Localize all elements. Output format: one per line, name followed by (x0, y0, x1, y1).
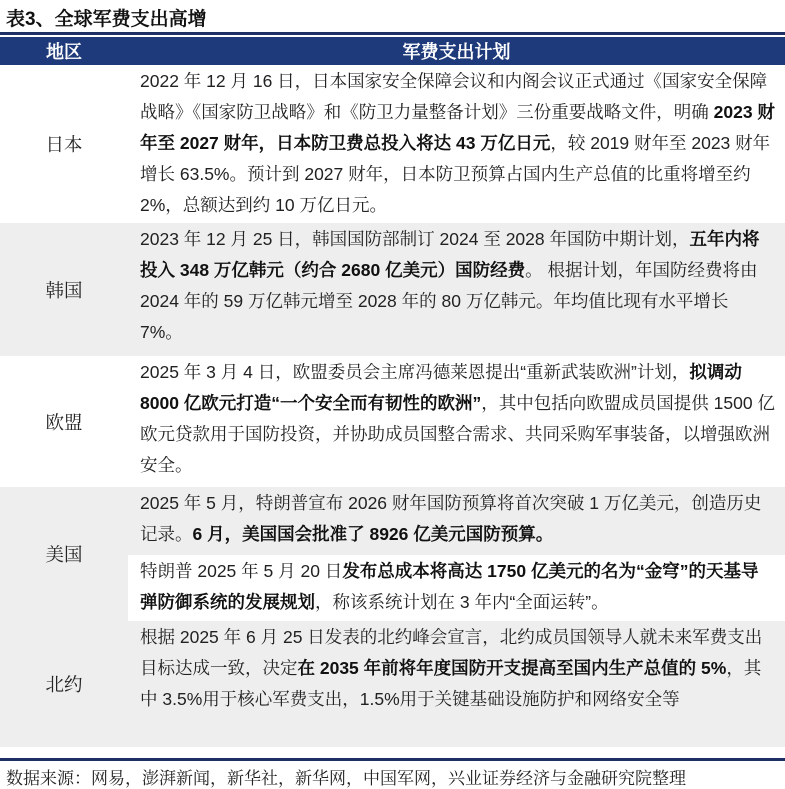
header-plan: 军费支出计划 (128, 37, 785, 65)
table-header-row (0, 37, 785, 65)
region-cell: 日本 (45, 134, 83, 155)
plan-highlight: 五年内将投入 348 万亿韩元（约合 2680 亿美元）国防经费 (140, 229, 760, 280)
plan-text: 根据 2025 年 6 月 25 日发表的北约峰会宣言，北约成员国领导人就未来军费支出目标达成一致，决定 (140, 627, 763, 678)
plan-highlight: 拟调动 8000 亿欧元打造“一个安全而有韧性的欧洲” (140, 362, 742, 413)
plan-text: 。 根据计划，年国防经费将由 2024 年的 59 万亿韩元增至 2028 年的 80 万亿韩元。年均值比现有水平增长 7%。 (140, 260, 758, 342)
table-row-nato (0, 621, 785, 747)
bottom-rule (0, 758, 785, 761)
table-row-japan (0, 65, 785, 223)
plan-highlight: 2023 财年至 2027 财年，日本防卫费总投入将达 43 万亿日元 (140, 102, 775, 153)
plan-text: ，称该系统计划在 3 年内“全面运转”。 (315, 592, 609, 612)
region-cell: 美国 (0, 487, 128, 621)
plan-text: 2023 年 12 月 25 日，韩国国防部制订 2024 至 2028 年国防中期计划， (140, 229, 690, 249)
table-row-usa (0, 487, 785, 555)
table-row-korea (0, 223, 785, 356)
plan-cell (128, 65, 785, 223)
plan-text: 2022 年 12 月 16 日，日本国家安全保障会议和内阁会议正式通过《国家安全保障战略》《国家防卫战略》和《防卫力量整备计划》三份重要战略文件，明确 (140, 71, 768, 122)
plan-highlight: 发布总成本将高达 1750 亿美元的名为“金穹”的天基导弹防御系统的发展规划 (140, 561, 759, 612)
plan-cell (128, 621, 785, 747)
region-cell: 北约 (0, 621, 128, 747)
plan-highlight: 6 月，美国国会批准了 8926 亿美元国防预算。 (192, 524, 554, 544)
plan-text: 2025 年 3 月 4 日，欧盟委员会主席冯德莱恩提出“重新武装欧洲”计划， (140, 362, 690, 382)
plan-text: ，较 2019 财年至 2023 财年增长 63.5%。预计到 2027 财年，日本防卫预算占国内生产总值的比重将增至约 2%，总额达到约 10 万亿日元。 (140, 133, 771, 215)
header-region: 地区 (0, 37, 128, 65)
plan-cell (128, 555, 785, 621)
top-rule (0, 32, 785, 35)
plan-cell (128, 487, 785, 555)
region-cell: 欧盟 (45, 411, 83, 433)
plan-highlight: 在 2035 年前将年度国防开支提高至国内生产总值的 5% (297, 658, 727, 678)
plan-cell (128, 223, 785, 356)
plan-text: 2025 年 5 月，特朗普宣布 2026 财年国防预算将首次突破 1 万亿美元，创造历史记录。 (140, 493, 762, 544)
region-cell: 韩国 (0, 223, 128, 356)
military-spending-table (0, 37, 785, 747)
plan-cell (128, 356, 785, 487)
table-row-eu (0, 356, 785, 487)
plan-text: 特朗普 2025 年 5 月 20 日 (140, 561, 343, 581)
plan-text: ，其中 3.5%用于核心军费支出，1.5%用于关键基础设施防护和网络安全等 (140, 658, 762, 709)
table-title: 表3、全球军费支出高增 (6, 9, 207, 30)
source-note: 数据来源：网易，澎湃新闻，新华社，新华网，中国军网，兴业证券经济与金融研究院整理 (6, 769, 686, 788)
plan-text: ，其中包括向欧盟成员国提供 1500 亿欧元贷款用于国防投资，并协助成员国整合需求、共同采购军事装备，以增强欧洲安全。 (140, 393, 775, 475)
